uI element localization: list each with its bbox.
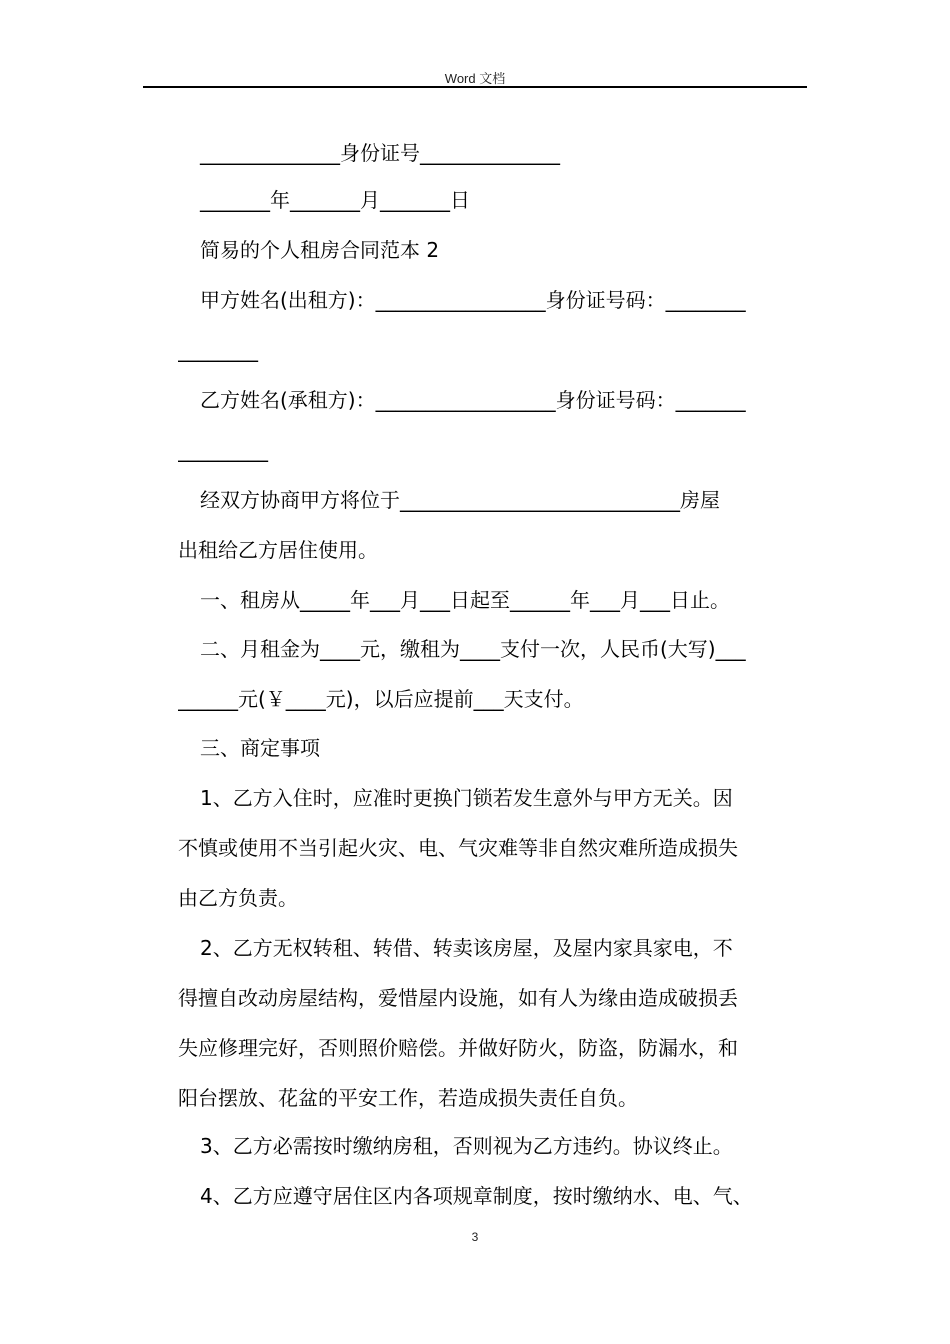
item-4-line: 4、乙方应遵守居住区内各项规章制度，按时缴纳水、电、气、 <box>200 1184 753 1208</box>
item-2-line-4: 阳台摆放、花盆的平安工作，若造成损失责任自负。 <box>178 1086 638 1110</box>
signature-date-line: _______年_______月_______日 <box>200 188 470 212</box>
item-2-line-2: 得擅自改动房屋结构，爱惜屋内设施，如有人为缘由造成破损丢 <box>178 986 738 1010</box>
landlord-line: 甲方姓名(出租方)：_________________身份证号码：________ <box>200 288 746 312</box>
clause-rent: 二、月租金为____元，缴租为____支付一次，人民币(大写)___ <box>200 637 746 661</box>
item-1-line-3: 由乙方负责。 <box>178 886 298 910</box>
item-2-line-3: 失应修理完好，否则照价赔偿。并做好防火，防盗，防漏水，和 <box>178 1036 738 1060</box>
tenant-line: 乙方姓名(承租方)：__________________身份证号码：_______ <box>200 388 746 412</box>
signature-id-line: ______________身份证号______________ <box>200 141 560 165</box>
clause-rent-cont: ______元(￥____元)，以后应提前___天支付。 <box>178 687 584 711</box>
item-1-line-1: 1、乙方入住时，应准时更换门锁若发生意外与甲方无关。因 <box>200 786 733 810</box>
clause-heading: 三、商定事项 <box>200 736 320 760</box>
premises-line: 经双方协商甲方将位于____________________________房屋 <box>200 488 720 512</box>
item-3-line: 3、乙方必需按时缴纳房租，否则视为乙方违约。协议终止。 <box>200 1134 733 1158</box>
item-1-line-2: 不慎或使用不当引起火灾、电、气灾难等非自然灾难所造成损失 <box>178 836 738 860</box>
page-number: 3 <box>471 1230 479 1244</box>
section-title: 简易的个人租房合同范本 2 <box>200 238 440 262</box>
item-2-line-1: 2、乙方无权转租、转借、转卖该房屋，及屋内家具家电，不 <box>200 936 733 960</box>
premises-line-cont: 出租给乙方居住使用。 <box>178 538 378 562</box>
tenant-line-cont: _________ <box>178 438 268 462</box>
header-divider <box>143 86 807 88</box>
header-title: Word 文档 <box>444 71 506 86</box>
landlord-line-cont: ________ <box>178 338 258 362</box>
clause-term: 一、租房从_____年___月___日起至______年___月___日止。 <box>200 588 730 612</box>
